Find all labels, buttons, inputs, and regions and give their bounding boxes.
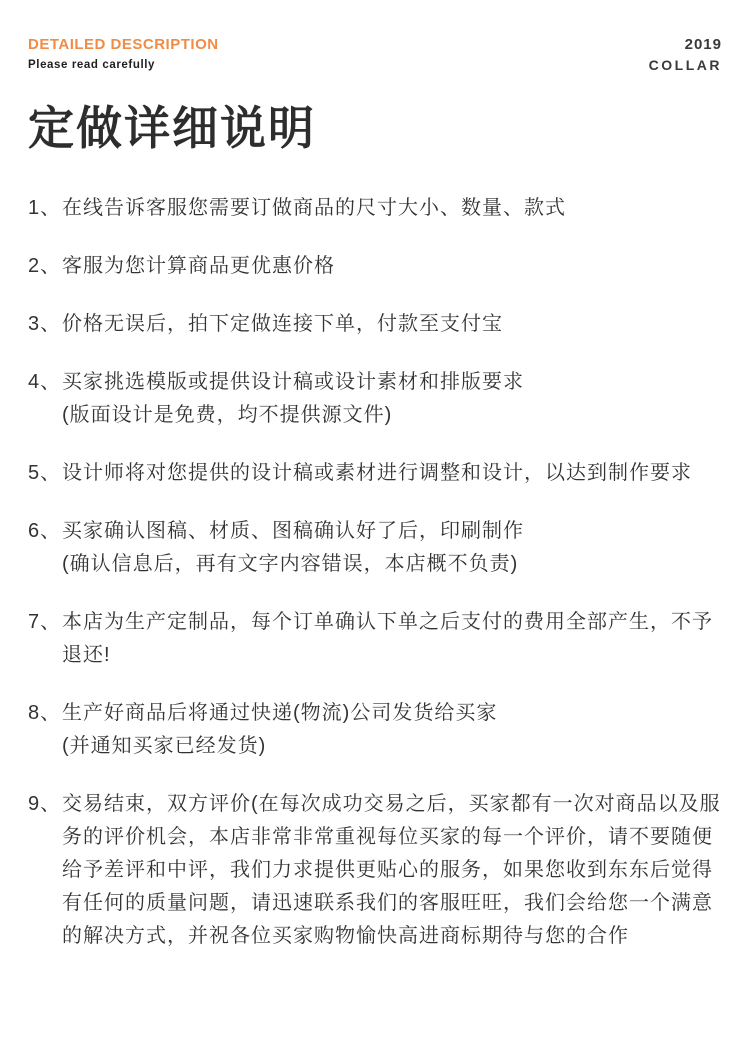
list-item-text: 买家挑选模版或提供设计稿或设计素材和排版要求 xyxy=(62,370,524,393)
list-item xyxy=(28,515,722,581)
list-item-number: 3、 xyxy=(28,312,62,335)
list-item-text: 买家确认图稿、材质、图稿确认好了后，印刷制作 xyxy=(62,519,524,542)
header-right xyxy=(649,36,722,73)
header-brand: COLLAR xyxy=(648,57,722,73)
list-item-text: 生产好商品后将通过快递(物流)公司发货给买家 xyxy=(62,701,498,724)
list-item-number: 1、 xyxy=(28,196,62,219)
header-english-subtitle: Please read carefully xyxy=(28,59,156,71)
header-english-title: DETAILED DESCRIPTION xyxy=(28,36,219,53)
page-title: 定做详细说明 xyxy=(28,102,316,154)
list-item-body xyxy=(62,366,722,432)
page-header xyxy=(28,36,722,73)
list-item-note: (版面设计是免费，均不提供源文件) xyxy=(62,403,393,426)
list-item-body xyxy=(62,697,722,763)
list-item xyxy=(28,457,722,490)
header-left xyxy=(28,36,219,71)
list-item-text: 设计师将对您提供的设计稿或素材进行调整和设计，以达到制作要求 xyxy=(62,461,692,484)
list-item-body xyxy=(62,515,722,581)
list-item-text: 交易结束，双方评价(在每次成功交易之后，买家都有一次对商品以及服务的评价机会，本店非常非常重视每位买家的每一个评价，请不要随便给予差评和中评，我们力求提供更贴心的服务，如果您收到东东后觉得有任何的质量问题，请迅速联系我们的客服旺旺，我们会给您一个满意的解决方式，并祝各位买家购物愉快高进商标期待与您的合作 xyxy=(62,792,721,947)
list-item xyxy=(28,192,722,225)
list-item-number: 9、 xyxy=(28,792,62,815)
list-item-number: 4、 xyxy=(28,370,62,393)
list-item-number: 6、 xyxy=(28,519,62,542)
list-item-text: 客服为您计算商品更优惠价格 xyxy=(62,254,335,277)
list-item xyxy=(28,366,722,432)
list-item-text: 价格无误后，拍下定做连接下单，付款至支付宝 xyxy=(62,312,503,335)
list-item xyxy=(28,697,722,763)
list-item xyxy=(28,606,722,672)
list-item-number: 7、 xyxy=(28,610,62,633)
list-item-number: 5、 xyxy=(28,461,62,484)
list-item xyxy=(28,308,722,341)
list-item-text: 在线告诉客服您需要订做商品的尺寸大小、数量、款式 xyxy=(62,196,566,219)
list-item-text: 本店为生产定制品，每个订单确认下单之后支付的费用全部产生，不予退还! xyxy=(62,610,713,666)
list-item-note: (确认信息后，再有文字内容错误，本店概不负责) xyxy=(62,552,519,575)
list-item xyxy=(28,250,722,283)
list-item-note: (并通知买家已经发货) xyxy=(62,734,267,757)
list-item-number: 8、 xyxy=(28,701,62,724)
list-item-number: 2、 xyxy=(28,254,62,277)
header-year: 2019 xyxy=(684,36,722,53)
instruction-list xyxy=(28,192,722,953)
list-item xyxy=(28,788,722,953)
